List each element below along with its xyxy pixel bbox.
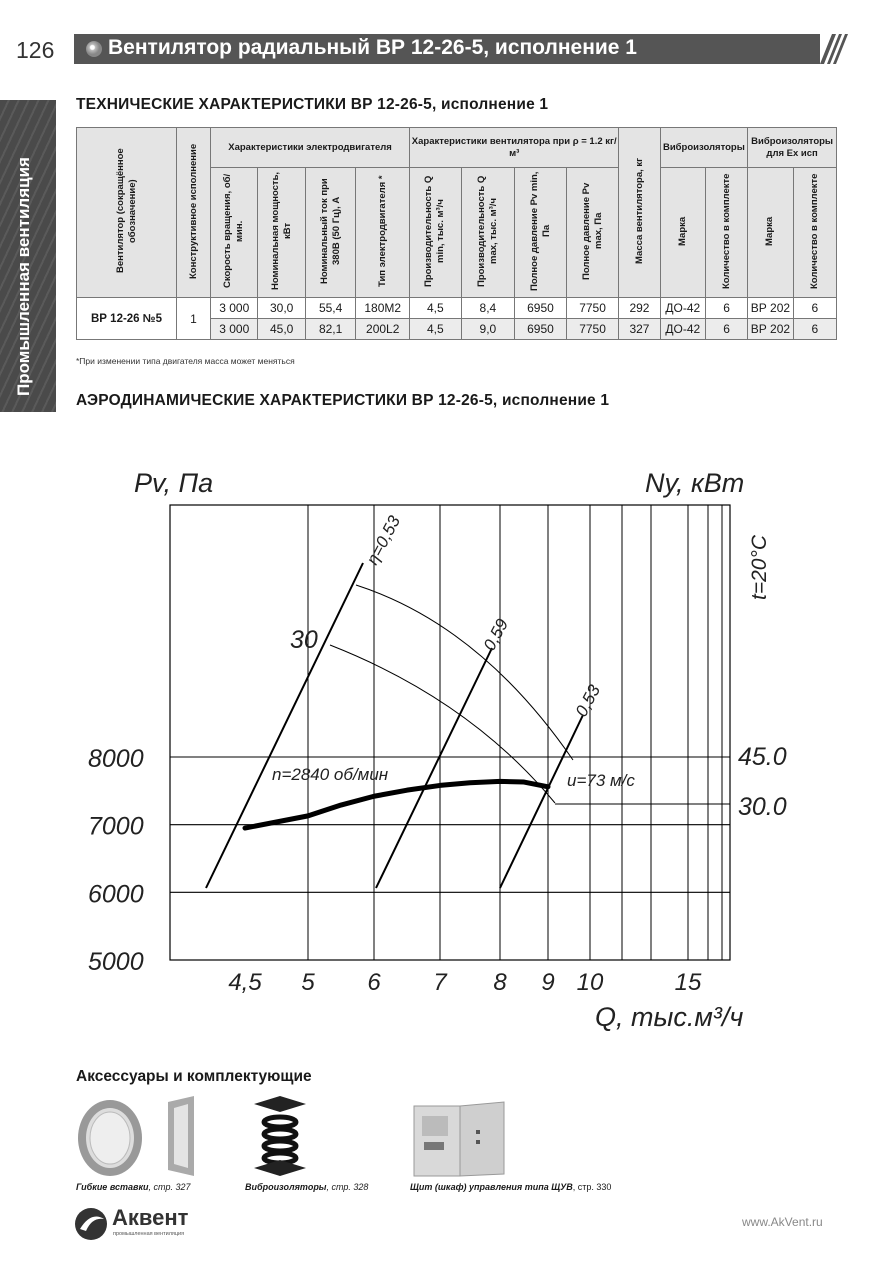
y-tick-label: 6000: [88, 880, 144, 909]
cell-qmin: 4,5: [410, 298, 462, 319]
flexible-insert-image[interactable]: [76, 1094, 204, 1178]
y-axis-label-right: Ny, кВт: [645, 468, 745, 498]
th-vibro-ex-qty: Количество в комплекте: [793, 168, 836, 298]
cell-vibro-qty: 6: [705, 298, 747, 319]
right-tick-label: 45.0: [738, 743, 787, 771]
table-footnote: *При изменении типа двигателя масса может меняться: [76, 356, 295, 366]
cell-power: 30,0: [258, 298, 305, 319]
aero-chart: [0, 440, 893, 1040]
temperature-label: t=20°C: [748, 534, 771, 600]
tech-table: [76, 127, 837, 340]
cell-motor-type: 180М2: [356, 298, 410, 319]
th-qmax: Производительность Q max, тыс. м³/ч: [461, 168, 515, 298]
side-tab-label: Промышленная вентиляция: [14, 157, 33, 396]
pressure-curve: [245, 781, 548, 828]
power-curve-45: [356, 585, 573, 760]
x-tick-label: 6: [367, 969, 381, 996]
th-power: Номинальная мощность, кВт: [258, 168, 305, 298]
cell-pvmax: 7750: [566, 298, 619, 319]
th-pvmin: Полное давление Pv min, Па: [515, 168, 567, 298]
accessories-title: Аксессуары и комплектующие: [76, 1068, 312, 1085]
cell-mass: 327: [619, 319, 660, 340]
cell-pvmin: 6950: [515, 298, 567, 319]
cell-vibro-ex-brand: ВР 202: [748, 319, 793, 340]
page-header: [0, 34, 893, 64]
tip-speed-label: u=73 м/с: [567, 771, 635, 790]
efficiency-label-3: 0,53: [571, 681, 605, 720]
table-row: [77, 298, 837, 319]
accessory-caption-1[interactable]: Гибкие вставки, стр. 327: [76, 1182, 191, 1192]
tech-section-title: ТЕХНИЧЕСКИЕ ХАРАКТЕРИСТИКИ ВР 12-26-5, исполнение 1: [76, 96, 549, 113]
speed-curve-label: n=2840 об/мин: [272, 765, 389, 784]
y-tick-label: 7000: [88, 812, 144, 841]
cell-vibro-brand: ДО-42: [660, 319, 705, 340]
header-bullet-icon: [86, 41, 102, 57]
cell-pvmax: 7750: [566, 319, 619, 340]
cell-design: 1: [177, 298, 211, 340]
efficiency-line: [500, 715, 583, 888]
cell-vibro-ex-qty: 6: [793, 298, 836, 319]
chart-ticks: [88, 743, 787, 996]
power-curve-label: 30: [290, 626, 318, 654]
efficiency-label-2: 0,59: [479, 615, 513, 654]
cell-speed: 3 000: [211, 319, 258, 340]
th-qmin: Производительность Q min, тыс. м³/ч: [410, 168, 462, 298]
cell-qmin: 4,5: [410, 319, 462, 340]
aero-section-title: АЭРОДИНАМИЧЕСКИЕ ХАРАКТЕРИСТИКИ ВР 12-26-5, исполнение 1: [76, 392, 610, 409]
y-tick-label: 8000: [88, 745, 144, 773]
x-tick-label: 7: [433, 969, 447, 996]
logo-icon: [74, 1207, 108, 1241]
x-tick-label: 9: [541, 969, 555, 996]
chart-curves: [206, 563, 583, 888]
cell-pvmin: 6950: [515, 319, 567, 340]
th-vibro-brand: Марка: [660, 168, 705, 298]
cell-qmax: 8,4: [461, 298, 515, 319]
logo-name: Аквент: [112, 1205, 189, 1230]
cell-vibro-ex-brand: ВР 202: [748, 298, 793, 319]
cell-motor-type: 200L2: [356, 319, 410, 340]
cell-vibro-brand: ДО-42: [660, 298, 705, 319]
th-speed: Скорость вращения, об/мин.: [211, 168, 258, 298]
th-fan-group: Характеристики вентилятора при ρ = 1.2 кг/м³: [410, 128, 619, 168]
th-vibro-group: Виброизоляторы: [660, 128, 748, 168]
cell-vibro-ex-qty: 6: [793, 319, 836, 340]
header-title: Вентилятор радиальный ВР 12-26-5, исполнение 1: [108, 36, 637, 59]
control-cabinet-image[interactable]: [410, 1100, 508, 1180]
chart-grid: [170, 505, 730, 960]
accessory-caption-3[interactable]: Щит (шкаф) управления типа ЩУВ, стр. 330: [410, 1182, 612, 1192]
cell-model: ВР 12-26 №5: [77, 298, 177, 340]
page-number: 126: [16, 37, 55, 63]
th-design: Конструктивное исполнение: [177, 128, 211, 298]
th-vibro-qty: Количество в комплекте: [705, 168, 747, 298]
header-stripes-decoration: [812, 34, 848, 64]
chart-frame: [170, 505, 730, 960]
th-motor-type: Тип электродвигателя *: [356, 168, 410, 298]
cell-current: 82,1: [305, 319, 356, 340]
x-tick-label: 4,5: [228, 969, 262, 996]
th-vibro-ex-brand: Марка: [748, 168, 793, 298]
cell-mass: 292: [619, 298, 660, 319]
y-tick-label: 5000: [88, 948, 144, 976]
side-category-tab: [0, 100, 56, 412]
th-pvmax: Полное давление Pv max, Па: [566, 168, 619, 298]
x-tick-label: 8: [493, 969, 507, 996]
cell-vibro-qty: 6: [705, 319, 747, 340]
efficiency-line: [376, 648, 492, 888]
th-fan: Вентилятор (сокращённое обозначение): [77, 128, 177, 298]
company-logo[interactable]: [74, 1205, 214, 1245]
x-tick-label: 15: [674, 969, 702, 996]
efficiency-label-1: η=0,53: [362, 512, 405, 568]
th-current: Номинальный ток при 380В (50 Гц), А: [305, 168, 356, 298]
efficiency-line: [206, 563, 363, 888]
x-axis-label: Q, тыс.м³/ч: [595, 1002, 744, 1032]
cell-speed: 3 000: [211, 298, 258, 319]
y-axis-label-left: Pv, Па: [134, 468, 214, 498]
cell-current: 55,4: [305, 298, 356, 319]
logo-subtitle: промышленная вентиляция: [113, 1231, 185, 1237]
th-mass: Масса вентилятора, кг: [619, 128, 660, 298]
cell-power: 45,0: [258, 319, 305, 340]
cell-qmax: 9,0: [461, 319, 515, 340]
th-motor-group: Характеристики электродвигателя: [211, 128, 410, 168]
right-tick-label: 30.0: [738, 793, 787, 821]
accessory-caption-2[interactable]: Виброизоляторы, стр. 328: [245, 1182, 369, 1192]
vibration-isolator-image[interactable]: [250, 1094, 310, 1178]
x-tick-label: 10: [576, 969, 604, 996]
website-link[interactable]: www.AkVent.ru: [742, 1215, 823, 1229]
th-vibro-ex-group: Виброизоляторы для Ex исп: [748, 128, 837, 168]
x-tick-label: 5: [301, 969, 315, 996]
